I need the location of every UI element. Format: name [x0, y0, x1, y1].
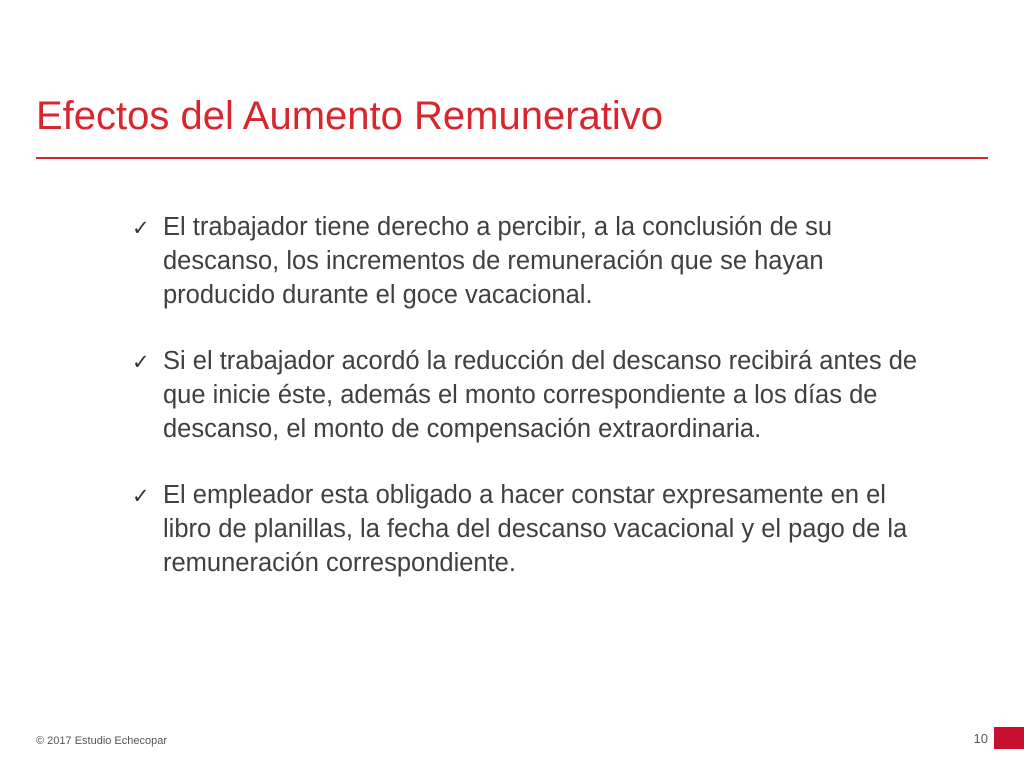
corner-accent-block: [994, 727, 1024, 749]
title-underline: [36, 157, 988, 159]
check-icon: ✓: [132, 484, 150, 508]
bullet-text: El trabajador tiene derecho a percibir, a la conclusión de su descanso, los incrementos de remuneración que se hayan producido durante el goce vacacional.: [163, 213, 833, 309]
check-icon: ✓: [132, 350, 150, 374]
bullet-item: [132, 344, 932, 446]
bullet-text: El empleador esta obligado a hacer constar expresamente en el libro de planillas, la fecha del descanso vacacional y el pago de la remuneración correspondiente.: [163, 481, 908, 577]
bullet-item: [132, 478, 932, 580]
bullet-list: [132, 210, 932, 612]
footer-copyright: © 2017 Estudio Echecopar: [36, 735, 168, 747]
bullet-text: Si el trabajador acordó la reducción del descanso recibirá antes de que inicie éste, además el monto correspondiente a los días de descanso, el monto de compensación extraordinaria.: [163, 347, 918, 443]
page-number: 10: [973, 731, 988, 746]
bullet-item: [132, 210, 932, 312]
slide-title: Efectos del Aumento Remunerativo: [36, 94, 664, 138]
check-icon: ✓: [132, 216, 150, 240]
